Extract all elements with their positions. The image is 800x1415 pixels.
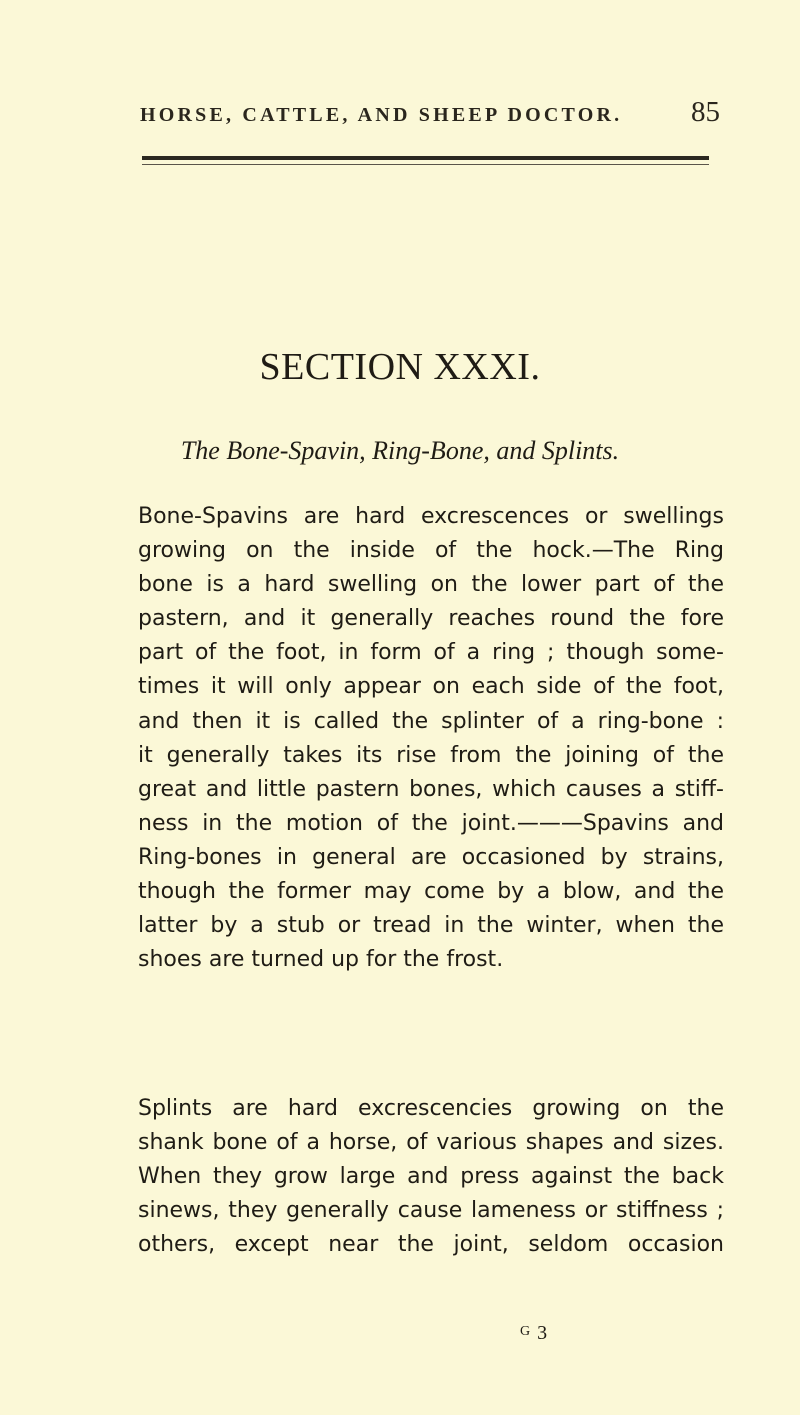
- text-line: part of the foot, in form of a ring ; though some-: [138, 640, 724, 666]
- page-number: 85: [691, 96, 720, 128]
- text-line: shank bone of a horse, of various shapes and sizes.: [138, 1130, 724, 1156]
- paragraph-2: [138, 1092, 724, 1262]
- signature-mark: [520, 1322, 547, 1345]
- text-line: When they grow large and press against the back: [138, 1164, 724, 1190]
- text-line: growing on the inside of the hock.—The Ring: [138, 538, 724, 564]
- text-line: Splints are hard excrescencies growing on the: [138, 1096, 724, 1121]
- signature-number: 3: [537, 1322, 548, 1344]
- text-line: great and little pastern bones, which causes a stiff-: [138, 776, 724, 802]
- text-line: though the former may come by a blow, and the: [138, 879, 724, 905]
- text-line: Ring-bones in general are occasioned by strains,: [138, 844, 724, 870]
- header-rule-thick: [142, 156, 709, 160]
- text-line: pastern, and it generally reaches round the fore: [138, 606, 724, 632]
- text-line: sinews, they generally cause lameness or stiffness ;: [138, 1198, 724, 1224]
- section-subtitle: The Bone-Spavin, Ring-Bone, and Splints.: [180, 436, 620, 465]
- text-line: others, except near the joint, seldom occasion: [138, 1232, 724, 1258]
- page-header: [140, 96, 720, 132]
- text-line: and then it is called the splinter of a ring-bone :: [138, 708, 724, 734]
- text-line: shoes are turned up for the frost.: [138, 947, 504, 973]
- running-title: HORSE, CATTLE, AND SHEEP DOCTOR.: [140, 104, 623, 126]
- header-rule-thin: [142, 164, 709, 165]
- paragraph-1: [138, 500, 724, 977]
- text-line: bone is a hard swelling on the lower part of the: [138, 572, 724, 598]
- section-heading: SECTION XXXI.: [259, 346, 541, 388]
- text-line: Bone-Spavins are hard excrescences or swellings: [138, 504, 724, 529]
- signature-letter: G: [520, 1324, 532, 1339]
- text-line: times it will only appear on each side of the foot,: [138, 674, 724, 700]
- text-line: it generally takes its rise from the joining of the: [138, 742, 724, 768]
- text-line: ness in the motion of the joint.———Spavins and: [138, 810, 724, 836]
- text-line: latter by a stub or tread in the winter, when the: [138, 913, 724, 939]
